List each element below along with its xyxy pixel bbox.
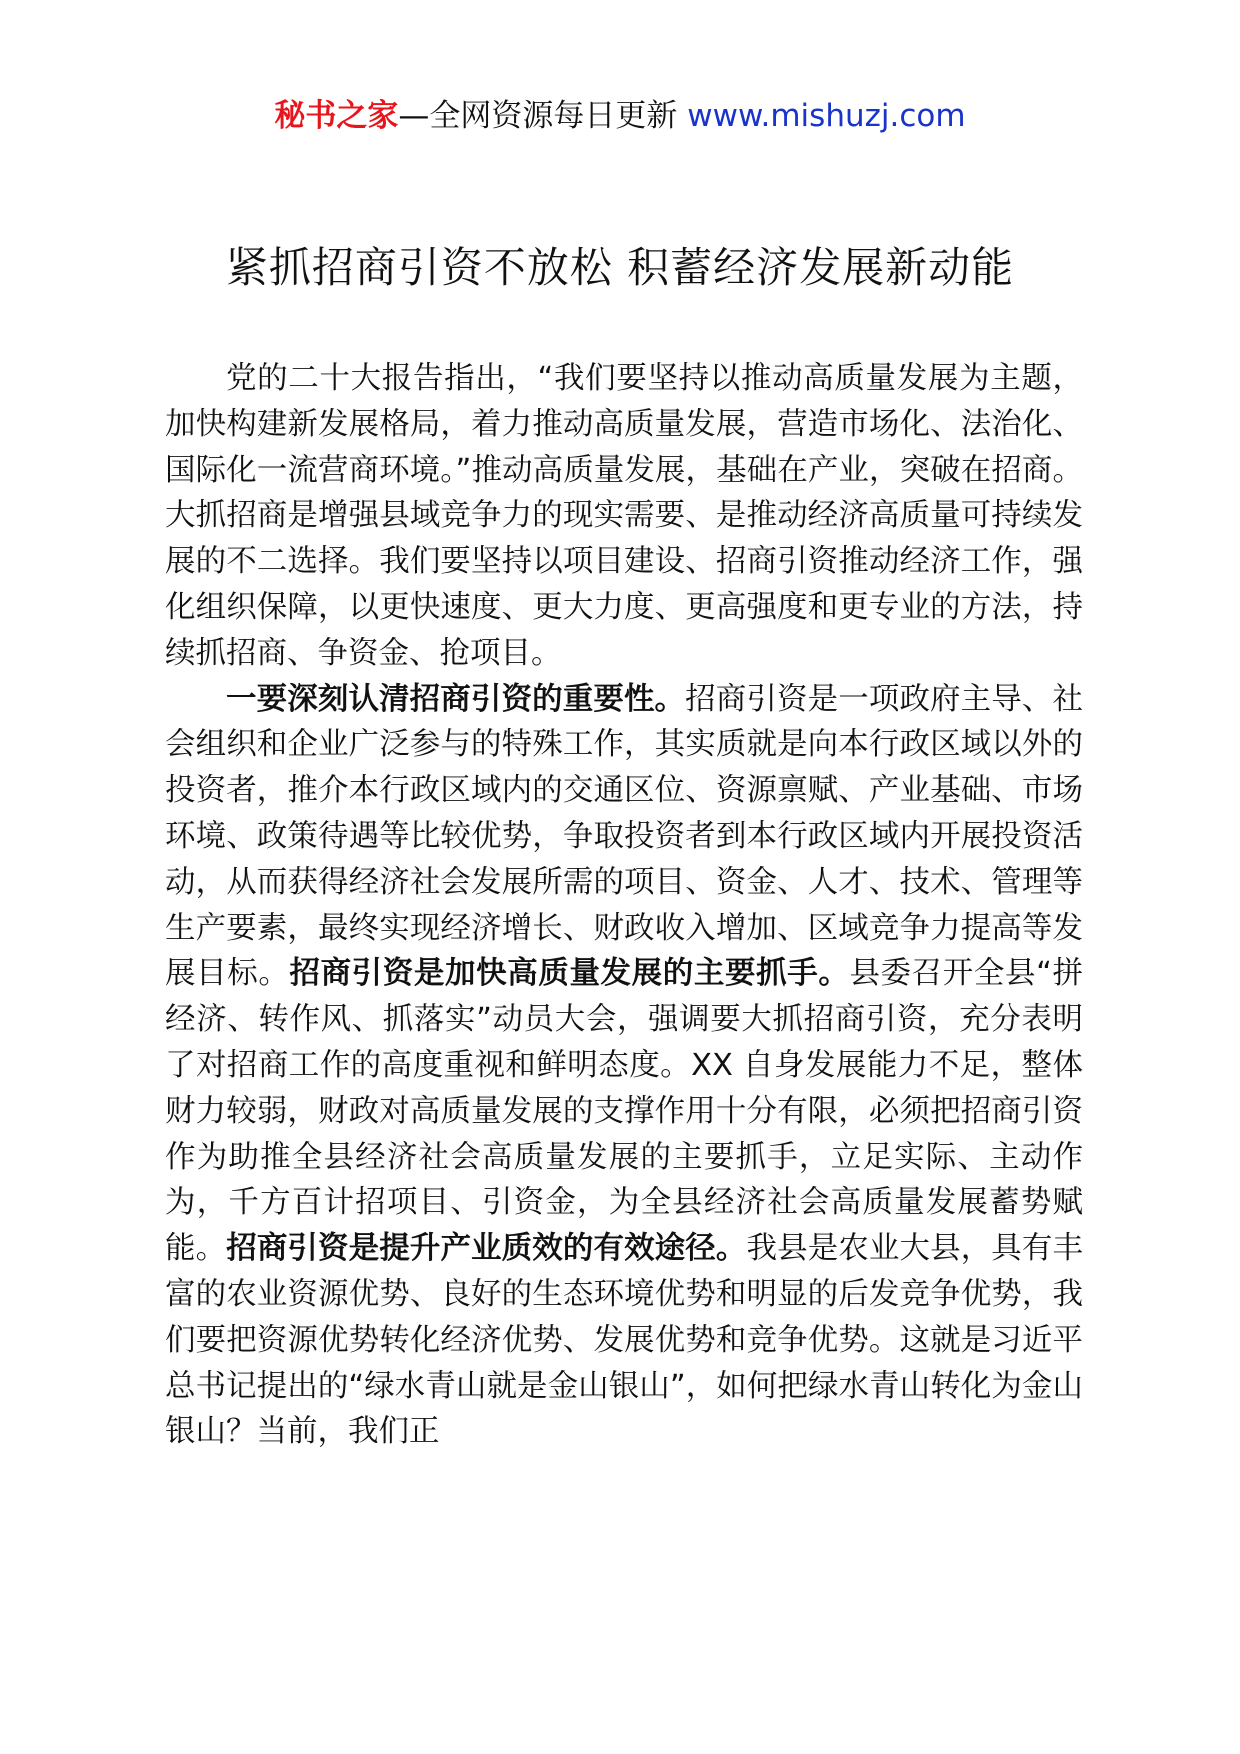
key-point-heading: 招商引资是提升产业质效的有效途径。 xyxy=(226,1231,747,1267)
document-title: 紧抓招商引资不放松 积蓄经济发展新动能 xyxy=(225,243,1015,292)
document-body xyxy=(165,356,1083,1455)
paragraph-intro xyxy=(165,356,1083,677)
site-brand: 秘书之家 xyxy=(274,98,399,134)
site-header xyxy=(0,96,1240,136)
paragraph-text: 招商引资是一项政府主导、社会组织和企业广泛参与的特殊工作，其实质就是向本行政区域以外的投资者，推介本行政区域内的交通区位、资源禀赋、产业基础、市场环境、政策待遇等比较优势，争取投资者到本行政区域内开展投资活动，从而获得经济社会发展所需的项目、资金、人才、技术、管理等生产要素，最终实现经济增长、财政收入增加、区域竞争力提高等发展目标。 xyxy=(165,681,1084,992)
section-heading: 一要深刻认清招商引资的重要性。 xyxy=(226,681,686,717)
paragraph-text: 党的二十大报告指出，“我们要坚持以推动高质量发展为主题，加快构建新发展格局，着力推动高质量发展，营造市场化、法治化、国际化一流营商环境。”推动高质量发展，基础在产业，突破在招商。大抓招商是增强县域竞争力的现实需要、是推动经济高质量可持续发展的不二选择。我们要坚持以项目建设、招商引资推动经济工作，强化组织保障，以更快速度、更大力度、更高强度和更专业的方法，持续抓招商、争资金、抢项目。 xyxy=(165,361,1083,671)
key-point-heading: 招商引资是加快高质量发展的主要抓手。 xyxy=(289,956,850,992)
paragraph-text: 县委召开全县“拼经济、转作风、抓落实”动员大会，强调要大抓招商引资，充分表明了对招商工作的高度重视和鲜明态度。XX 自身发展能力不足，整体财力较弱，财政对高质量发展的支撑作用十分有限，必须把招商引资作为助推全县经济社会高质量发展的主要抓手，立足实际、主动作为，千方百计招项目、引资金，为全县经济社会高质量发展蓄势赋能。 xyxy=(165,956,1084,1267)
paragraph-investment-importance xyxy=(165,677,1083,1456)
site-tagline: —全网资源每日更新 xyxy=(398,98,678,134)
site-url-link[interactable]: www.mishuzj.com xyxy=(687,98,966,134)
paragraph-text: 我县是农业大县，具有丰富的农业资源优势、良好的生态环境优势和明显的后发竞争优势，我们要把资源优势转化经济优势、发展优势和竞争优势。这就是习近平总书记提出的“绿水青山就是金山银山”，如何把绿水青山转化为金山银山？当前，我们正 xyxy=(165,1231,1084,1450)
